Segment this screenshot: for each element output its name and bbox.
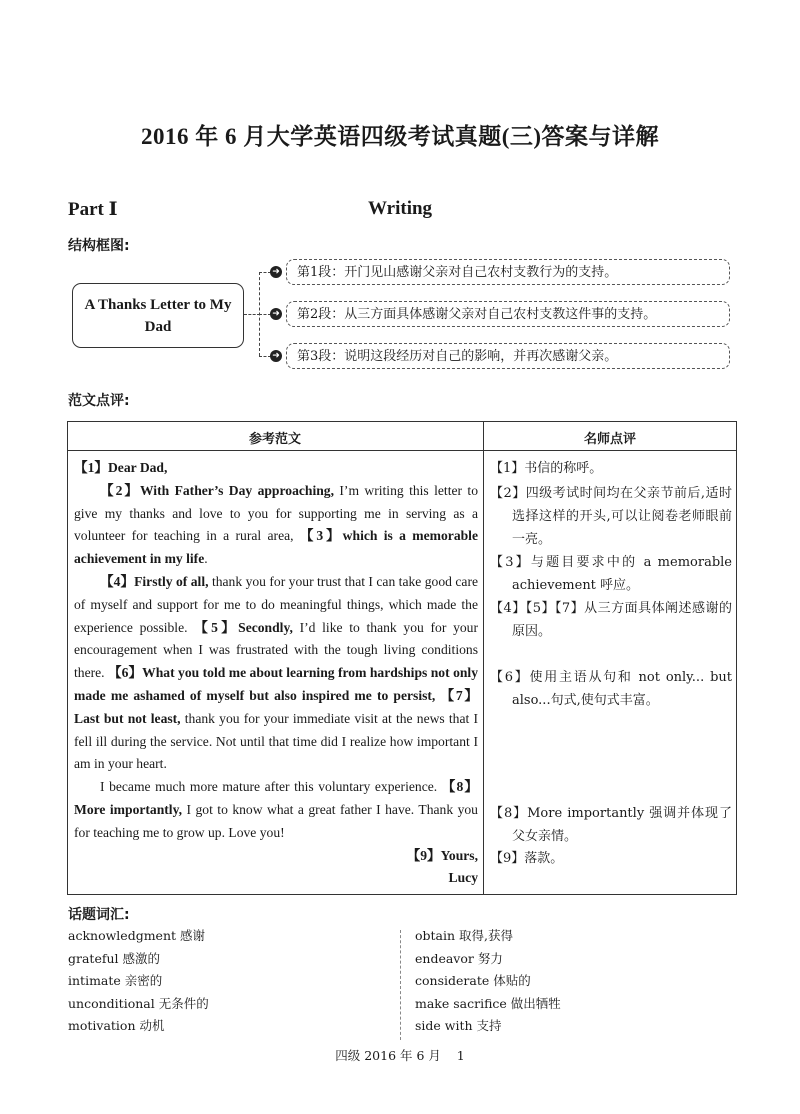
vocab-heading: 话题词汇: — [68, 907, 130, 923]
comment-2: 【2】四级考试时间均在父亲节前后,适时选择这样的开头,可以让阅卷老师眼前一亮。 — [490, 486, 732, 547]
part-label: Part Ⅰ — [68, 199, 118, 220]
review-heading: 范文点评: — [68, 393, 130, 409]
vocab-list-left — [68, 925, 209, 1038]
comment-9: 【9】落款。 — [490, 851, 564, 866]
arrow-icon: ➜ — [270, 350, 282, 362]
letter-closing: 【9】Yours, — [406, 847, 478, 863]
vocab-item: intimate 亲密的 — [68, 973, 163, 988]
connector-line — [244, 314, 260, 315]
vocab-item: endeavor 努力 — [415, 950, 503, 966]
vocab-item: motivation 动机 — [68, 1018, 165, 1033]
vocab-item: considerate 体贴的 — [415, 973, 531, 988]
comment-8: 【8】More importantly 强调并体现了父女亲情。 — [490, 806, 732, 844]
structure-root-box: A Thanks Letter to My Dad — [72, 283, 244, 348]
letter-paragraph-1: 【2】With Father’s Day approaching, I’m writing this letter to give my thanks and love to you for supporting me in serving as a volunteer for teaching in a rural area, 【3】which is a memorable achievement in my life. — [74, 482, 478, 567]
vocab-item: grateful 感激的 — [68, 950, 160, 966]
column-header-sample: 参考范文 — [248, 432, 301, 447]
comment-3: 【3】与题目要求中的 a memorable achievement 呼应。 — [490, 555, 732, 593]
vocab-item: side with 支持 — [415, 1018, 502, 1033]
vocab-item: unconditional 无条件的 — [68, 995, 209, 1011]
column-header-comments: 名师点评 — [583, 432, 636, 447]
comment-6: 【6】使用主语从句和 not only... but also...句式,使句式丰富。 — [490, 670, 732, 708]
part-title: Writing — [368, 198, 433, 219]
letter-salutation: 【1】Dear Dad, — [74, 460, 168, 475]
arrow-icon: ➜ — [270, 308, 282, 320]
vocab-item: obtain 取得,获得 — [415, 928, 513, 943]
sample-letter — [74, 457, 478, 890]
arrow-icon: ➜ — [270, 266, 282, 278]
vocab-list-right — [415, 925, 561, 1038]
letter-paragraph-3: I became much more mature after this voluntary experience. 【8】More importantly, I got to know what a great father I have. Thank you for teaching me to grow up. Love you! — [74, 779, 478, 840]
page-title: 2016 年 6 月大学英语四级考试真题(三)答案与详解 — [140, 124, 660, 149]
page-footer: 四级 2016 年 6 月 1 — [335, 1048, 465, 1063]
vocab-item: acknowledgment 感谢 — [68, 928, 205, 943]
column-divider — [483, 421, 484, 895]
vocab-divider — [400, 930, 401, 1040]
structure-paragraph-2: 第2段：从三方面具体感谢父亲对自己农村支教这件事的支持。 — [286, 301, 730, 327]
letter-paragraph-2: 【4】Firstly of all, thank you for your trust that I can take good care of myself and support for me to do meaningful things, which made the experience possible. 【5】Secondly, I’d like to thank you for your encouragement when I was frustrated with the tough living conditions there. 【6】What you told me about learning from hardships not only made me ashamed of myself but also inspired me to persist, 【7】Last but not least, thank you for your immediate visit at the news that I fell ill during the service. Not until that time did I realize how important I am in your heart. — [74, 573, 479, 772]
structure-paragraph-1: 第1段：开门见山感谢父亲对自己农村支教行为的支持。 — [286, 259, 730, 285]
comment-1: 【1】书信的称呼。 — [490, 461, 603, 476]
comment-4: 【4】【5】【7】从三方面具体阐述感谢的原因。 — [490, 601, 732, 639]
letter-signature: Lucy — [448, 870, 478, 886]
structure-paragraph-3: 第3段：说明这段经历对自己的影响，并再次感谢父亲。 — [286, 343, 730, 369]
header-divider — [67, 450, 737, 451]
vocab-item: make sacrifice 做出牺牲 — [415, 995, 561, 1011]
structure-heading: 结构框图: — [68, 238, 130, 254]
